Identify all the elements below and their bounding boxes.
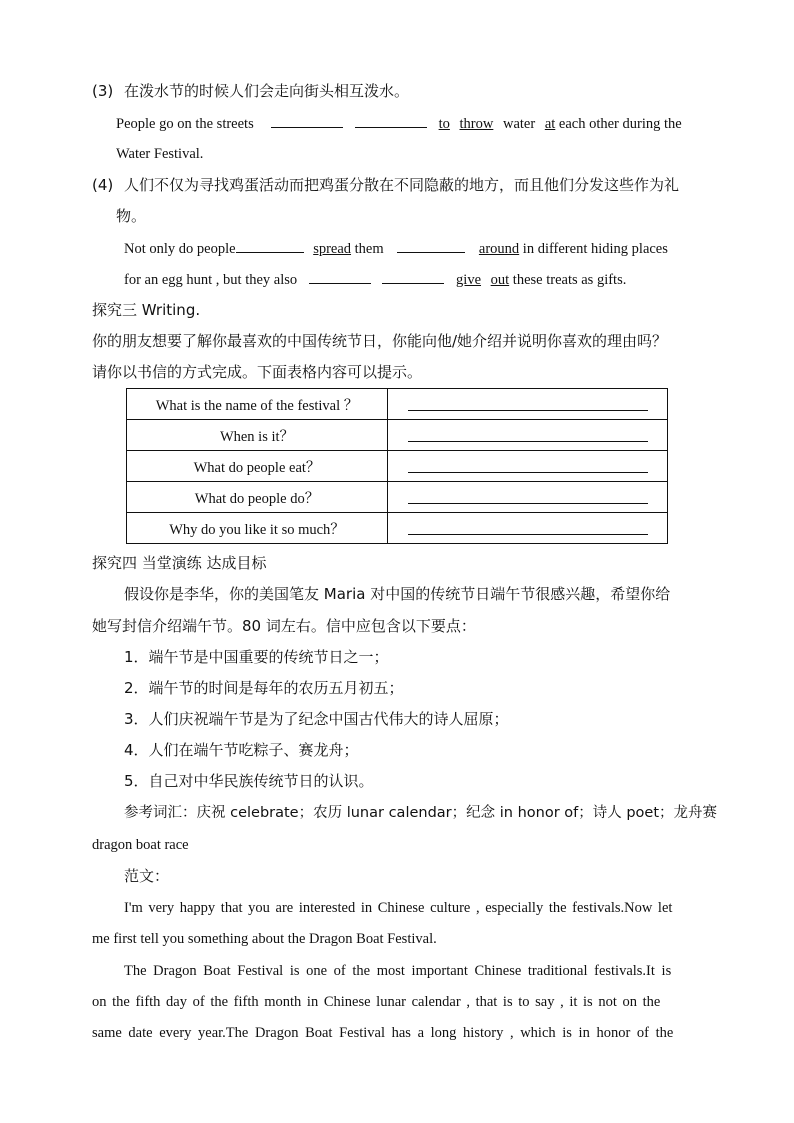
sample-p2-line-1: The Dragon Boat Festival is one of the most important Chinese traditional festivals.It is [124,963,672,979]
q3-english-line-2: Water Festival. [116,146,204,162]
q3-english-line-1 [116,113,702,134]
point-item: 4．人们在端午节吃粽子、赛龙舟； [124,741,359,759]
q3-prompt [92,81,409,101]
point-item: 1．端午节是中国重要的传统节日之一； [124,648,389,666]
q3-chinese: 在泼水节的时候人们会走向街头相互泼水。 [124,82,410,100]
point-item: 3．人们庆祝端午节是为了纪念中国古代伟大的诗人屈原； [124,710,509,728]
q3-blank-1[interactable] [271,113,343,128]
q3-word-throw: throw [459,116,494,132]
table-question: What do people do？ [127,482,388,513]
table-row [127,451,668,482]
sample-p1-line-1 [124,898,702,918]
q3-word-to: to [438,116,450,132]
q4-blank-1[interactable] [236,238,304,253]
table-answer-line[interactable] [388,513,668,544]
q4-word-them: them [354,241,384,257]
q4-english-line-2 [124,269,626,290]
vocab-line-1: 参考词汇：庆祝 celebrate；农历 lunar calendar；纪念 in honor of；诗人 poet；龙舟赛 [124,805,718,821]
table-row [127,420,668,451]
table-answer-line[interactable] [388,389,668,420]
table-row [127,482,668,513]
q4-blank-2[interactable] [397,238,465,253]
q3-word-at: at [544,116,556,132]
point-item: 5．自己对中华民族传统节日的认识。 [124,772,374,790]
point-item: 2．端午节的时间是每年的农历五月初五； [124,679,404,697]
q3-text-b: each other during the [558,116,682,132]
table-row [127,389,668,420]
q4-chinese-1: 人们不仅为寻找鸡蛋活动而把鸡蛋分散在不同隐蔽的地方，而且他们分发这些作为礼 [124,176,680,194]
sample-p2-line-3: same date every year.The Dragon Boat Festival has a long history , which is in honor of the [92,1025,674,1041]
q4-english-line-1 [124,238,668,259]
q3-number: (3) [92,82,114,100]
q4-text-b: in different hiding places [522,241,668,257]
table-answer-line[interactable] [388,420,668,451]
table-question: What is the name of the festival ？ [127,389,388,420]
table-question: Why do you like it so much？ [127,513,388,544]
section4-task-1: 假设你是李华，你的美国笔友 Maria 对中国的传统节日端午节很感兴趣，希望你给 [124,585,671,603]
section4-task-2: 她写封信介绍端午节。80 词左右。信中应包含以下要点： [92,617,476,635]
q4-text-a: Not only do people [124,241,236,257]
table-question: What do people eat？ [127,451,388,482]
q3-blank-2[interactable] [355,113,427,128]
sample-p2-line-2: on the fifth day of the fifth month in Chinese lunar calendar , that is to say , it is not on the [92,994,661,1010]
q3-word-water: water [502,116,536,132]
section4-title: 探究四 当堂演练 达成目标 [92,554,267,572]
q4-word-give: give [456,272,482,288]
q4-text-d: these treats as gifts. [512,272,627,288]
table-question: When is it？ [127,420,388,451]
q4-blank-3[interactable] [309,269,371,284]
table-answer-line[interactable] [388,482,668,513]
q4-chinese-2: 物。 [116,207,147,225]
section3-intro-1: 你的朋友想要了解你最喜欢的中国传统节日，你能向他/她介绍并说明你喜欢的理由吗？ [92,332,668,350]
table-row [127,513,668,544]
q4-word-spread: spread [313,241,352,257]
q4-prompt [92,175,679,195]
q4-word-out: out [490,272,510,288]
prompt-table [126,388,668,544]
q4-word-around: around [478,241,520,257]
section3-intro-2: 请你以书信的方式完成。下面表格内容可以提示。 [92,363,423,381]
vocab-line-2: dragon boat race [92,837,189,853]
q4-number: (4) [92,176,114,194]
table-answer-line[interactable] [388,451,668,482]
sample-text: I'm very happy that you are interested in Chinese culture , especially the festivals.Now let [124,900,673,916]
section3-title: 探究三 Writing. [92,301,201,319]
sample-label: 范文： [124,867,170,885]
q3-text-a: People go on the streets [116,116,254,132]
sample-p1-line-2: me first tell you something about the Dragon Boat Festival. [92,931,437,947]
q4-blank-4[interactable] [382,269,444,284]
q4-text-c: for an egg hunt , but they also [124,272,298,288]
